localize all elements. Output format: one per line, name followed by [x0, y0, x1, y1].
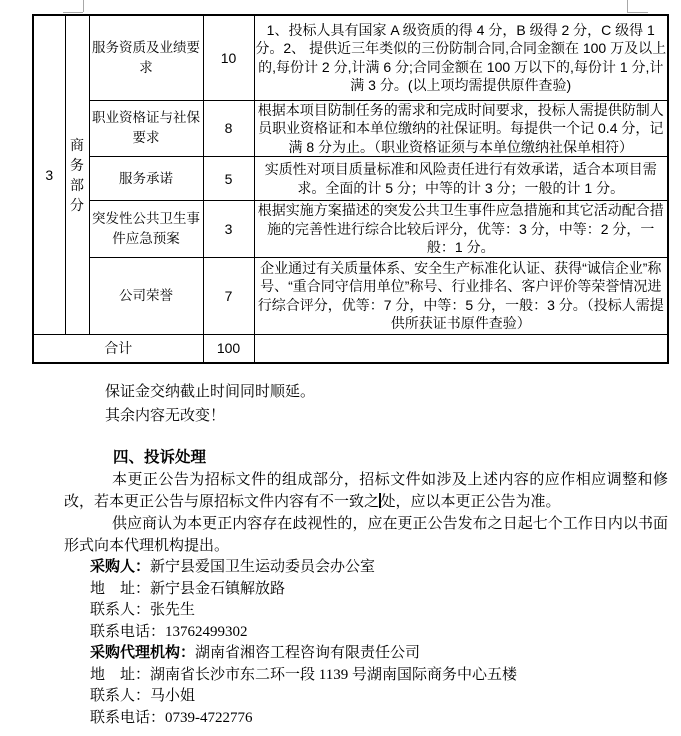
- description-cell: 实质性对项目质量标准和风险责任进行有效承诺，适合本项目需求。全面的计 5 分；中等的计 3 分；一般的计 1 分。: [254, 157, 668, 201]
- deposit-deadline-note: 保证金交纳截止时间同时顺延。: [105, 384, 316, 400]
- agency-phone-line: [90, 708, 668, 730]
- objection-procedure-paragraph: 供应商认为本更正内容存在歧视性的，应在更正公告发布之日起七个工作日内以书面形式向本代理机构提出。: [64, 516, 668, 554]
- no-other-changes-note: 其余内容无改变！: [105, 408, 226, 424]
- purchaser-contact-line: [90, 600, 668, 622]
- contact-value: 张先生: [150, 602, 196, 618]
- agency-address-line: [90, 665, 668, 687]
- bid-scoring-table: [32, 14, 669, 364]
- agency-contact-line: [90, 686, 668, 708]
- contact-value: 0739-4722776: [165, 709, 253, 726]
- section-category-cell: 商务部分: [65, 15, 89, 334]
- total-score-cell: 100: [203, 334, 254, 363]
- criteria-cell: 公司荣誉: [89, 257, 203, 334]
- contact-label: 联系电话：: [90, 623, 166, 640]
- contact-label: 地 址：: [90, 666, 151, 683]
- empty-cell: [254, 334, 668, 363]
- description-cell: 根据本项目防制任务的需求和完成时间要求，投标人需提供防制人员职业资格证和本单位缴纳的社保证明。每提供一个记 0.4 分，记满 8 分为止。（职业资格证须与本单位缴纳社保单相符）: [254, 100, 668, 157]
- section-number-cell: 3: [33, 15, 65, 334]
- purchaser-line: [90, 557, 668, 579]
- complaint-section-heading: 四、投诉处理: [113, 449, 207, 466]
- criteria-cell: 职业资格证与社保要求: [89, 100, 203, 157]
- crop-mark-top-left-horizontal: [63, 12, 83, 13]
- score-cell: 8: [203, 100, 254, 157]
- table-row: [33, 15, 668, 100]
- table-row: [33, 201, 668, 258]
- paragraph-text: 本更正公告为招标文件的组成部分，招标文件如涉及上述内容的应作相应调整和修改，若本更正公告与原招标文件内容有不一致之: [64, 472, 668, 510]
- contact-label: 联系人：: [90, 602, 151, 618]
- contact-label: 地 址：: [90, 580, 151, 597]
- description-cell: 企业通过有关质量体系、安全生产标准化认证、获得“诚信企业”称号、“重合同守信用单位”称号、行业排名、客户评价等荣誉情况进行综合评分，优等：7 分，中等：5 分，一般：3 分。（投标人需提供所获证书原件查验）: [254, 257, 668, 334]
- purchaser-address-line: [90, 579, 668, 601]
- contact-value: 新宁县爱国卫生运动委员会办公室: [150, 559, 376, 575]
- total-label-cell: 合计: [33, 334, 203, 363]
- contact-label: 联系电话：: [90, 709, 166, 726]
- contact-label: 采购人：: [90, 559, 151, 575]
- contact-label: 联系人：: [90, 688, 151, 704]
- contact-label: 采购代理机构：: [90, 645, 196, 661]
- document-body: [0, 381, 681, 729]
- contact-value: 湖南省长沙市东二环一段 1139 号湖南国际商务中心五楼: [150, 666, 517, 683]
- criteria-cell: 服务承诺: [89, 157, 203, 201]
- score-cell: 7: [203, 257, 254, 334]
- contact-value: 13762499302: [165, 623, 248, 640]
- contact-value: 新宁县金石镇解放路: [150, 580, 286, 597]
- description-cell: 根据实施方案描述的突发公共卫生事件应急措施和其它活动配合措施的完善性进行综合比较后评分，优等：3 分，中等：2 分，一般：1 分。: [254, 201, 668, 258]
- contact-value: 马小姐: [150, 688, 196, 704]
- table-row: [33, 100, 668, 157]
- score-cell: 5: [203, 157, 254, 201]
- score-cell: 3: [203, 201, 254, 258]
- table-row: [33, 157, 668, 201]
- crop-mark-top-right-vertical: [627, 0, 628, 12]
- paragraph-text: 处，应以本更正公告为准。: [380, 494, 561, 510]
- description-cell: 1、投标人具有国家 A 级资质的得 4 分，B 级得 2 分，C 级得 1 分。2、 提供近三年类似的三份防制合同,合同金额在 100 万及以上的,每份计 2 分,计满 6 分;合同金额在 100 万以下的,每份计 1 分,计满 3 分。(以上项均需提供原件查验): [254, 15, 668, 100]
- criteria-cell: 服务资质及业绩要求: [89, 15, 203, 100]
- purchaser-phone-line: [90, 622, 668, 644]
- crop-mark-top-right-horizontal: [627, 12, 648, 13]
- criteria-cell: 突发性公共卫生事件应急预案: [89, 201, 203, 258]
- table-row: [33, 257, 668, 334]
- crop-mark-top-left-vertical: [83, 0, 84, 12]
- contact-value: 湖南省湘咨工程咨询有限责任公司: [195, 645, 421, 661]
- correction-notice-paragraph: [64, 469, 668, 513]
- table-total-row: [33, 334, 668, 363]
- score-cell: 10: [203, 15, 254, 100]
- contact-info-block: [90, 557, 668, 729]
- agency-line: [90, 643, 668, 665]
